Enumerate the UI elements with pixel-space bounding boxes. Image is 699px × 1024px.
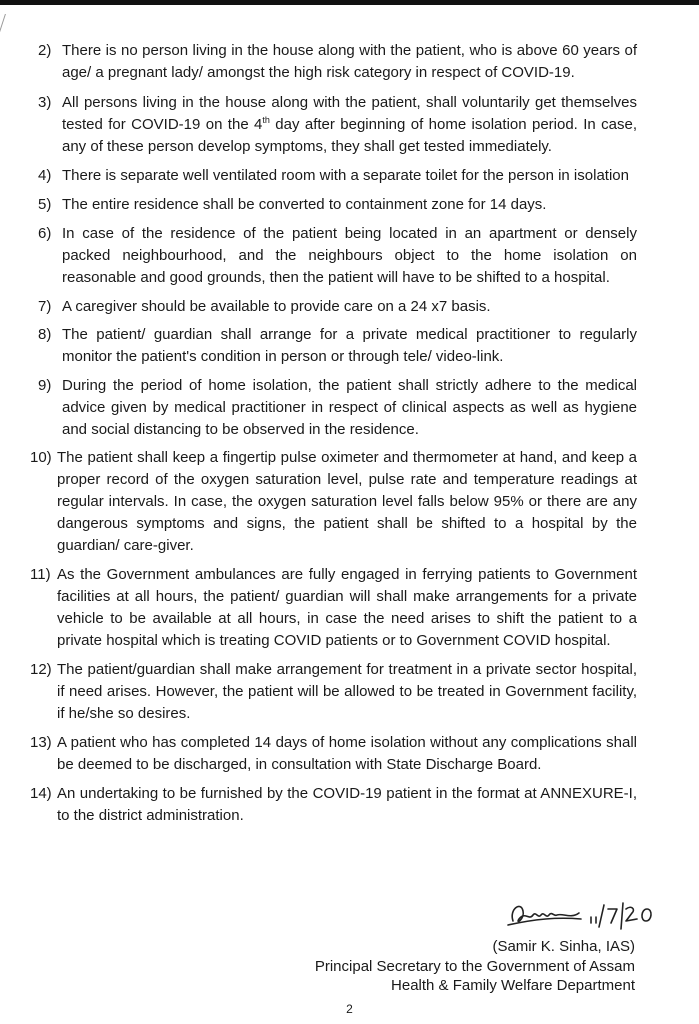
- scan-top-edge: [0, 0, 699, 5]
- item-number: 12): [30, 661, 52, 678]
- item-number: 3): [38, 94, 52, 111]
- list-item-6: [0, 223, 699, 289]
- list-item-9: [0, 375, 699, 441]
- item-text: An undertaking to be furnished by the COVID-19 patient in the format at ANNEXURE-I, to the district administration.: [57, 785, 637, 824]
- signatory-name: (Samir K. Sinha, IAS): [492, 938, 635, 955]
- list-item-13: [0, 732, 699, 776]
- item-number: 11): [30, 566, 51, 583]
- signature-scribble: [505, 895, 675, 935]
- item-text: The patient/guardian shall make arrangement for treatment in a private sector hospital, if need arises. However, the patient will be allowed to be treated in Government facility, if he/she so desires.: [57, 661, 637, 722]
- list-item-7: [0, 296, 699, 318]
- list-item-3: [0, 92, 699, 158]
- item-text: During the period of home isolation, the patient shall strictly adhere to the medical advice given by medical practitioner in respect of clinical aspects as well as hygiene and social distancing to be observed in the residence.: [62, 377, 637, 438]
- signatory-designation: Principal Secretary to the Government of Assam: [314, 958, 635, 975]
- item-text: There is separate well ventilated room with a separate toilet for the person in isolation: [62, 167, 629, 184]
- scan-mark: [0, 14, 10, 32]
- list-item-5: [0, 194, 699, 216]
- item-text: The patient shall keep a fingertip pulse oximeter and thermometer at hand, and keep a proper record of the oxygen saturation level, pulse rate and temperature readings at regular intervals. In case, the oxygen saturation level falls below 95% or there are any dangerous symptoms and signs, the patient shall be shifted to a hospital by the guardian/ care-giver.: [57, 449, 637, 554]
- item-text: A caregiver should be available to provide care on a 24 x7 basis.: [62, 298, 491, 315]
- item-text: The patient/ guardian shall arrange for a private medical practitioner to regularly monitor the patient's condition in person or through tele/ video-link.: [62, 326, 637, 365]
- list-item-12: [0, 659, 699, 725]
- list-item-2: [0, 40, 699, 84]
- item-text: A patient who has completed 14 days of home isolation without any complications shall be deemed to be discharged, in consultation with State Discharge Board.: [57, 734, 637, 773]
- list-item-14: [0, 783, 699, 827]
- item-number: 10): [30, 449, 52, 466]
- list-item-4: [0, 165, 699, 187]
- document-page: [0, 40, 699, 827]
- item-number: 5): [38, 196, 52, 213]
- item-text: All persons living in the house along with the patient, shall voluntarily get themselves tested for COVID-19 on the 4th day after beginning of home isolation period. In case, any of these person develop symptoms, they shall get tested immediately.: [62, 94, 637, 155]
- item-number: 4): [38, 167, 52, 184]
- item-number: 6): [38, 225, 52, 242]
- page-number: 2: [346, 1002, 353, 1016]
- item-number: 9): [38, 377, 52, 394]
- item-number: 7): [38, 298, 52, 315]
- item-text: As the Government ambulances are fully engaged in ferrying patients to Government facilities at all hours, the patient/ guardian will shall make arrangements for a private vehicle to be available at all hours, in case the need arises to shift the patient to a private hospital which is treating COVID patients or to Government COVID hospital.: [57, 566, 637, 649]
- list-item-8: [0, 324, 699, 368]
- item-number: 2): [38, 42, 52, 59]
- handwritten-signature: [505, 895, 675, 935]
- list-item-11: [0, 564, 699, 652]
- item-number: 13): [30, 734, 52, 751]
- item-text: The entire residence shall be converted to containment zone for 14 days.: [62, 196, 547, 213]
- item-text: There is no person living in the house along with the patient, who is above 60 years of age/ a pregnant lady/ amongst the high risk category in respect of COVID-19.: [62, 42, 637, 81]
- signatory-department: Health & Family Welfare Department: [391, 977, 635, 994]
- item-number: 8): [38, 326, 52, 343]
- item-number: 14): [30, 785, 52, 802]
- item-text: In case of the residence of the patient being located in an apartment or densely packed neighbourhood, and the neighbours object to the home isolation on reasonable and good grounds, then the patient will have to be shifted to a hospital.: [62, 225, 637, 286]
- list-item-10: [0, 447, 699, 557]
